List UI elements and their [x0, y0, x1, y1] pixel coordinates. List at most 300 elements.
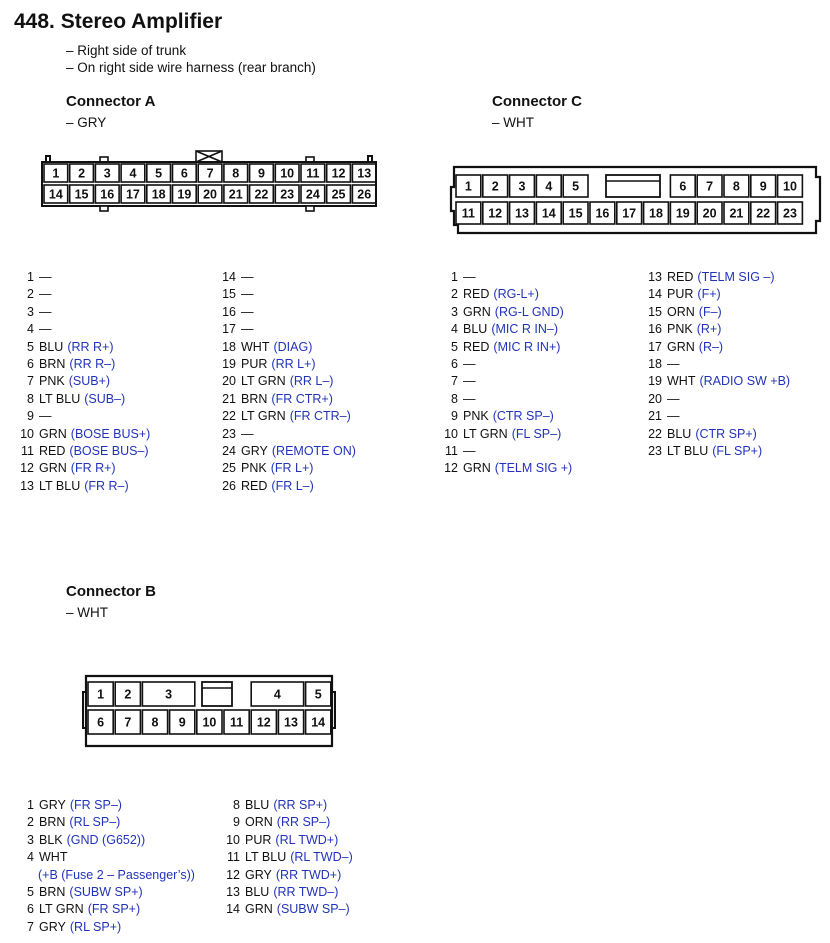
signal-name: (CTR SP+) — [695, 426, 757, 441]
connector-a-diagram — [36, 148, 381, 214]
connector-a-pin-label: 16 — [100, 187, 115, 202]
wire-color: BRN — [39, 884, 66, 899]
pin-row — [222, 286, 356, 303]
signal-name: (FR R–) — [84, 478, 129, 493]
signal-name: (SUB+) — [68, 374, 111, 389]
connector-a-pin-label: 21 — [228, 187, 243, 202]
wire-color: — — [463, 374, 476, 389]
connector-b-pin-label: 5 — [314, 687, 322, 702]
signal-name: (RR TWD–) — [273, 884, 339, 899]
wire-color: RED — [241, 478, 268, 493]
pin-row — [444, 356, 572, 373]
wire-color: RED — [39, 443, 66, 458]
wire-color: LT GRN — [463, 426, 508, 441]
signal-name: (RR SP–) — [276, 815, 331, 830]
pin-row — [648, 356, 790, 373]
connector-b-title: Connector B — [66, 583, 156, 600]
connector-a-pin-label: 11 — [306, 166, 320, 181]
connector-a-pin-label: 23 — [280, 187, 295, 202]
pin-number: 14 — [222, 270, 236, 284]
connector-a-cells — [44, 164, 376, 203]
wire-color: BRN — [241, 391, 268, 406]
pin-row — [24, 797, 195, 814]
wire-color: LT BLU — [667, 443, 709, 458]
connector-a-pin-label: 7 — [206, 166, 214, 181]
signal-name: (FL SP+) — [712, 443, 763, 458]
signal-name: (MIC R IN+) — [493, 339, 561, 354]
connector-b-pin-label: 3 — [165, 687, 173, 702]
wire-color: BLU — [463, 322, 488, 337]
pin-row — [222, 443, 356, 460]
pin-row — [20, 373, 150, 390]
pin-row — [444, 408, 572, 425]
pin-number: 16 — [648, 322, 662, 337]
signal-name: (RR R+) — [67, 339, 114, 354]
signal-name: (RL TWD–) — [290, 850, 353, 865]
pin-number: 10 — [226, 832, 240, 847]
signal-name: (RL TWD+) — [275, 832, 339, 847]
wire-color: PUR — [241, 356, 268, 371]
pin-row — [444, 391, 572, 408]
connector-a-pin-label: 26 — [357, 187, 372, 202]
connector-a-pin-label: 14 — [48, 187, 63, 202]
wire-color: BLU — [245, 884, 270, 899]
pin-number: 18 — [648, 356, 662, 371]
pin-number: 4 — [27, 850, 34, 865]
pin-number: 2 — [451, 287, 458, 302]
connector-b-pin-label: 8 — [151, 715, 159, 730]
pin-number: 24 — [222, 443, 236, 458]
signal-name: (+B (Fuse 2 – Passenger’s)) — [38, 867, 195, 882]
pin-number: 18 — [222, 339, 236, 354]
location-line: – On right side wire harness (rear branch) — [66, 60, 316, 75]
pin-row — [24, 849, 195, 866]
pin-number: 7 — [27, 374, 34, 389]
wire-color: — — [39, 409, 52, 424]
pin-row — [20, 286, 150, 303]
pin-row — [226, 867, 353, 884]
signal-name: (FR L–) — [271, 478, 314, 493]
wire-color: LT BLU — [39, 478, 81, 493]
signal-name: (RR L–) — [289, 374, 334, 389]
pin-row — [648, 443, 790, 460]
wire-color: — — [39, 270, 52, 284]
connector-b-pinlist-col2 — [226, 797, 353, 919]
wire-color: GRN — [39, 461, 67, 476]
pin-number: 22 — [648, 426, 662, 441]
connector-a-pin-label: 2 — [78, 166, 86, 181]
signal-name: (SUBW SP–) — [276, 902, 350, 917]
connector-c-pin-label: 8 — [732, 179, 740, 194]
connector-b-diagram — [82, 672, 337, 752]
connector-a-pin-label: 9 — [257, 166, 265, 181]
connector-c-pin-label: 21 — [729, 206, 744, 221]
pin-row — [222, 478, 356, 495]
pin-row — [648, 391, 790, 408]
pin-number: 4 — [451, 322, 458, 337]
connector-c-pin-label: 18 — [649, 206, 663, 221]
wire-color: GRN — [245, 902, 273, 917]
connector-c-pin-label: 2 — [491, 179, 499, 194]
pin-number: 8 — [233, 798, 240, 812]
pin-number: 25 — [222, 461, 236, 476]
wire-color: — — [39, 304, 52, 319]
pin-number: 23 — [648, 443, 662, 458]
connector-a-pin-label: 24 — [305, 187, 320, 202]
connector-b-pin-label: 2 — [124, 687, 132, 702]
signal-name: (GND (G652)) — [66, 832, 146, 847]
connector-a-pin-label: 19 — [177, 187, 192, 202]
wire-color: — — [241, 426, 254, 441]
connector-c-pin-label: 11 — [461, 206, 476, 221]
pin-number: 2 — [27, 287, 34, 302]
signal-name: (RG-L GND) — [494, 304, 564, 319]
pin-row — [226, 814, 353, 831]
signal-name: (RR SP+) — [273, 798, 328, 812]
pin-number: 9 — [451, 409, 458, 424]
pin-number: 16 — [222, 304, 236, 319]
connector-c-pin-label: 17 — [622, 206, 637, 221]
wire-color: BLU — [245, 798, 270, 812]
signal-name: (RL SP+) — [69, 919, 122, 934]
pin-number: 6 — [27, 902, 34, 917]
connector-a-pin-label: 3 — [103, 166, 111, 181]
signal-name: (DIAG) — [273, 339, 313, 354]
wire-color: LT GRN — [39, 902, 84, 917]
pin-number: 8 — [451, 391, 458, 406]
pin-row — [444, 269, 572, 286]
pin-row — [648, 286, 790, 303]
pin-number: 23 — [222, 426, 236, 441]
connector-c-pin-label: 22 — [756, 206, 771, 221]
wire-color: LT BLU — [245, 850, 287, 865]
pin-number: 9 — [233, 815, 240, 830]
pin-number: 13 — [226, 884, 240, 899]
pin-number: 6 — [451, 356, 458, 371]
signal-name: (CTR SP–) — [492, 409, 554, 424]
wire-color: — — [463, 391, 476, 406]
pin-row — [24, 919, 195, 936]
pin-number: 3 — [451, 304, 458, 319]
wire-color: RED — [667, 270, 694, 284]
signal-name: (RADIO SW +B) — [699, 374, 791, 389]
wire-color: PNK — [39, 374, 65, 389]
connector-b-pin-label: 4 — [273, 687, 281, 702]
pin-row — [20, 478, 150, 495]
connector-a-pin-label: 22 — [254, 187, 269, 202]
connector-c-pin-label: 19 — [675, 206, 690, 221]
pin-number: 7 — [27, 919, 34, 934]
connector-c-pin-label: 23 — [783, 206, 797, 221]
pin-number: 14 — [226, 902, 240, 917]
wire-color: PNK — [241, 461, 267, 476]
pin-row — [222, 408, 356, 425]
pin-row — [20, 460, 150, 477]
connector-c-pin-label: 20 — [702, 206, 717, 221]
connector-a-pin-label: 4 — [129, 166, 137, 181]
wire-color: — — [463, 356, 476, 371]
pin-row — [648, 426, 790, 443]
pin-number: 13 — [648, 270, 662, 284]
wire-color: WHT — [241, 339, 270, 354]
pin-number: 12 — [20, 461, 34, 476]
wire-color: WHT — [667, 374, 696, 389]
wire-color: PUR — [245, 832, 272, 847]
connector-c-pin-label: 13 — [515, 206, 529, 221]
pin-row — [444, 321, 572, 338]
signal-name: (FR CTR+) — [271, 391, 333, 406]
connector-a-pin-label: 6 — [180, 166, 188, 181]
pin-number: 17 — [648, 339, 662, 354]
signal-name: (FL SP–) — [511, 426, 562, 441]
connector-c-pin-label: 12 — [488, 206, 503, 221]
pin-number: 1 — [451, 270, 458, 284]
pin-number: 5 — [27, 884, 34, 899]
pin-number: 15 — [222, 287, 236, 302]
wire-color: — — [241, 270, 254, 284]
pin-row — [20, 408, 150, 425]
pin-row — [444, 304, 572, 321]
signal-name: (FR R+) — [70, 461, 116, 476]
connector-c-pinlist-col2 — [648, 269, 790, 460]
connector-a-pinlist-col1 — [20, 269, 150, 495]
connector-b-pin-label: 11 — [229, 715, 244, 730]
pin-row — [648, 373, 790, 390]
wire-color: LT GRN — [241, 409, 286, 424]
connector-a-pin-label: 12 — [331, 166, 346, 181]
pin-row — [20, 356, 150, 373]
signal-name: (R–) — [698, 339, 724, 354]
pin-number: 19 — [648, 374, 662, 389]
connector-c-color: – WHT — [492, 115, 534, 130]
pin-row — [444, 373, 572, 390]
wire-color: GRN — [463, 461, 491, 476]
connector-a-pin-label: 10 — [280, 166, 295, 181]
pin-row — [20, 391, 150, 408]
connector-c-pin-label: 6 — [679, 179, 687, 194]
wire-color: ORN — [667, 304, 695, 319]
pin-row — [226, 901, 353, 918]
wire-color: RED — [463, 287, 490, 302]
pin-row — [222, 356, 356, 373]
pin-number: 20 — [222, 374, 236, 389]
pin-number: 20 — [648, 391, 662, 406]
wire-color: PUR — [667, 287, 694, 302]
wire-color: GRY — [39, 919, 66, 934]
wire-color: BLU — [667, 426, 692, 441]
connector-c-pinlist-col1 — [444, 269, 572, 478]
connector-b-pin-label: 12 — [256, 715, 271, 730]
pin-row — [648, 269, 790, 286]
pin-number: 14 — [648, 287, 662, 302]
pin-number: 11 — [21, 443, 34, 458]
connector-a-pin-label: 20 — [203, 187, 218, 202]
wire-color: — — [39, 322, 52, 337]
wire-color: BRN — [39, 815, 66, 830]
pin-number: 3 — [27, 304, 34, 319]
wire-color: — — [667, 409, 680, 424]
wire-color: RED — [463, 339, 490, 354]
connector-c-pin-label: 7 — [706, 179, 714, 194]
pin-row — [20, 304, 150, 321]
wire-color: GRN — [39, 426, 67, 441]
connector-c-cells — [456, 175, 802, 224]
connector-c-pin-label: 5 — [572, 179, 580, 194]
pin-number: 8 — [27, 391, 34, 406]
connector-a-pin-label: 18 — [151, 187, 166, 202]
wire-color: — — [463, 270, 476, 284]
connector-a-pinlist-col2 — [222, 269, 356, 495]
pin-row — [24, 867, 195, 884]
signal-name: (RR TWD+) — [275, 867, 342, 882]
connector-c-pin-label: 14 — [541, 206, 556, 221]
pin-row — [226, 797, 353, 814]
pin-row — [24, 884, 195, 901]
location-line: – Right side of trunk — [66, 43, 187, 58]
pin-number: 3 — [27, 832, 34, 847]
pin-row — [226, 832, 353, 849]
connector-b-pin-label: 6 — [97, 715, 105, 730]
signal-name: (TELM SIG –) — [697, 270, 775, 284]
signal-name: (TELM SIG +) — [494, 461, 573, 476]
connector-b-cells — [88, 682, 331, 734]
wire-color: PNK — [667, 322, 693, 337]
wire-color: — — [241, 322, 254, 337]
pin-number: 5 — [451, 339, 458, 354]
location-list — [66, 42, 316, 76]
pin-row — [24, 832, 195, 849]
wire-color: GRY — [39, 798, 66, 812]
pin-row — [24, 901, 195, 918]
signal-name: (MIC R IN–) — [491, 322, 558, 337]
pin-row — [648, 304, 790, 321]
pin-row — [222, 391, 356, 408]
wire-color: — — [39, 287, 52, 302]
pin-number: 7 — [451, 374, 458, 389]
pin-row — [20, 426, 150, 443]
pin-row — [226, 884, 353, 901]
connector-c-diagram — [448, 163, 823, 239]
signal-name: (FR SP–) — [69, 798, 122, 812]
wire-color: GRN — [463, 304, 491, 319]
signal-name: (SUBW SP+) — [69, 884, 143, 899]
signal-name: (F+) — [697, 287, 721, 302]
connector-a-pin-label: 13 — [357, 166, 372, 181]
pin-row — [648, 339, 790, 356]
signal-name: (RR L+) — [271, 356, 316, 371]
connector-c-pin-label: 16 — [595, 206, 610, 221]
connector-c-pin-label: 4 — [545, 179, 553, 194]
signal-name: (REMOTE ON) — [271, 443, 356, 458]
pin-row — [222, 373, 356, 390]
wire-color: — — [241, 304, 254, 319]
connector-a-title: Connector A — [66, 93, 156, 110]
pin-number: 10 — [20, 426, 34, 441]
signal-name: (RR R–) — [69, 356, 116, 371]
signal-name: (FR SP+) — [87, 902, 141, 917]
pin-row — [222, 304, 356, 321]
pin-row — [222, 269, 356, 286]
wire-color: GRY — [241, 443, 268, 458]
wire-color: PNK — [463, 409, 489, 424]
connector-c-pin-label: 10 — [783, 179, 797, 194]
pin-row — [444, 443, 572, 460]
wire-color: — — [667, 356, 680, 371]
connector-c-pin-label: 1 — [464, 179, 472, 194]
connector-b-pin-label: 9 — [178, 715, 186, 730]
connector-a-pin-label: 8 — [232, 166, 240, 181]
pin-row — [222, 321, 356, 338]
connector-a-pin-label: 5 — [155, 166, 163, 181]
signal-name: (BOSE BUS+) — [70, 426, 151, 441]
pin-row — [444, 339, 572, 356]
pin-number: 11 — [445, 443, 458, 458]
pin-row — [444, 460, 572, 477]
signal-name: (BOSE BUS–) — [69, 443, 149, 458]
connector-c-pin-label: 15 — [568, 206, 583, 221]
connector-a-pin-label: 1 — [52, 166, 60, 181]
pin-number: 6 — [27, 356, 34, 371]
pin-row — [444, 426, 572, 443]
pin-row — [226, 849, 353, 866]
pin-row — [648, 321, 790, 338]
pin-row — [20, 269, 150, 286]
pin-row — [20, 339, 150, 356]
connector-a-pin-label: 25 — [331, 187, 346, 202]
wire-color: — — [241, 287, 254, 302]
connector-a-pin-label: 17 — [125, 187, 140, 202]
signal-name: (FR CTR–) — [289, 409, 351, 424]
pin-row — [648, 408, 790, 425]
pin-row — [20, 321, 150, 338]
pin-number: 1 — [27, 270, 34, 284]
pin-number: 26 — [222, 478, 236, 493]
connector-b-pinlist-col1 — [24, 797, 195, 936]
wire-color: — — [667, 391, 680, 406]
pin-number: 19 — [222, 356, 236, 371]
connector-b-pin-label: 10 — [202, 715, 217, 730]
wire-color: ORN — [245, 815, 273, 830]
pin-row — [20, 443, 150, 460]
pin-number: 15 — [648, 304, 662, 319]
pin-number: 21 — [222, 391, 236, 406]
pin-number: 5 — [27, 339, 34, 354]
pin-number: 11 — [227, 850, 240, 865]
pin-row — [222, 339, 356, 356]
wire-color: WHT — [39, 850, 68, 865]
connector-c-pin-label: 3 — [518, 179, 526, 194]
wire-color: — — [463, 443, 476, 458]
pin-number: 17 — [222, 322, 236, 337]
wire-color: BLU — [39, 339, 64, 354]
connector-b-pin-label: 14 — [311, 715, 326, 730]
connector-c-pin-label: 9 — [759, 179, 767, 194]
pin-number: 13 — [20, 478, 34, 493]
signal-name: (FR L+) — [270, 461, 314, 476]
wire-color: GRY — [245, 867, 272, 882]
signal-name: (RG-L+) — [493, 287, 539, 302]
signal-name: (R+) — [696, 322, 722, 337]
connector-a-color: – GRY — [66, 115, 107, 130]
signal-name: (RL SP–) — [69, 815, 121, 830]
pin-number: 12 — [226, 867, 240, 882]
connector-a-pin-label: 15 — [74, 187, 89, 202]
wire-color: BLK — [39, 832, 63, 847]
pin-number: 21 — [648, 409, 662, 424]
pin-row — [222, 460, 356, 477]
pin-number: 4 — [27, 322, 34, 337]
connector-b-pin-label: 1 — [97, 687, 105, 702]
